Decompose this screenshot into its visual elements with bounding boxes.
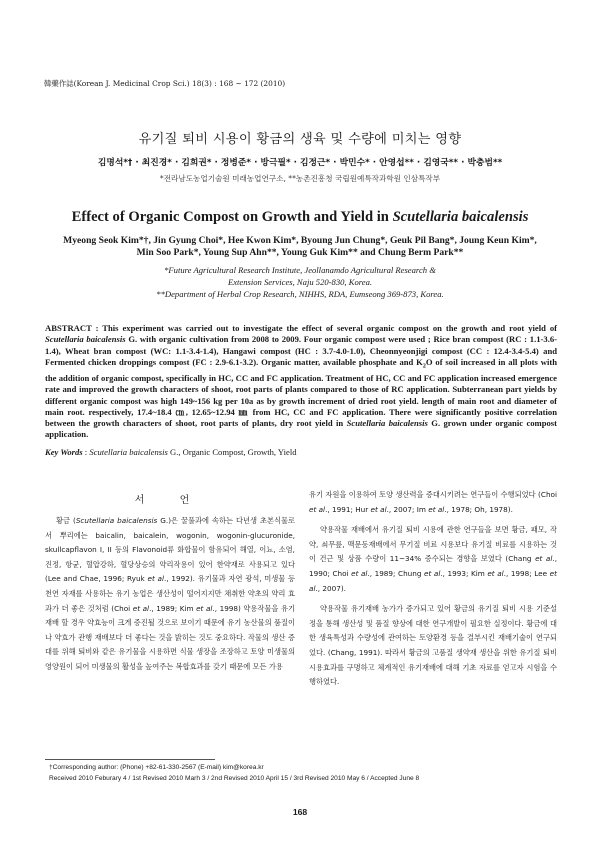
english-title-main: Effect of Organic Compost on Growth and Yield in xyxy=(71,209,393,225)
intro-text: ., 1990; Choi xyxy=(309,554,557,578)
intro-etal: et al xyxy=(428,504,445,514)
intro-text: ., 1992). 유기물과 자연 광석, 미생물 등 천연 자재를 사용하는 유기 농업은 생산성이 떨어지지만 채취한 약초의 약리 효과가 더 좋은 것처럼 (Choi xyxy=(45,574,296,613)
english-affiliation-line2: Extension Services, Naju 520-830, Korea. xyxy=(227,276,373,287)
abstract-species-1: Scutellaria baicalensis xyxy=(45,334,126,345)
abstract-text-2: G. with organic cultivation from 2008 to 2009. Four organic compost were used ; Rice bran compost (RC : 1.1-3.6-1.4), Wheat bran compost (WC: 1.1-3.4-1.4), Hangawi compost (HC : 3.7-4.0-1.0), Cheonnyeonjigi compost (CC : 12.4-3.4-5.4) and Fermented chicken droppings compost (FC : 2.9-6.1-3.2). Organic matter, available phosphate and K xyxy=(45,334,557,367)
section-heading-introduction: 서 언 xyxy=(134,495,206,506)
intro-text: 약용작물 재배에서 유기질 퇴비 시용에 관한 연구들을 보면 황금, 패모, 작약, 쇠무릎, 맥문동재배에서 무기질 비료 시용보다 유기질 비료를 시용하는 것이 건근 및 상품 수량이 11~34% 증수되는 경향을 보였다 (Chang xyxy=(309,525,557,564)
intro-text: ., 1991; Hur xyxy=(325,504,371,514)
english-affiliation-line1: *Future Agricultural Research Institute, Jeollanamdo Agricultural Research & xyxy=(164,265,436,275)
intro-text: ., 1998; Lee xyxy=(503,568,550,578)
abstract-text-1: This experiment was carried out to investigate the effect of several organic compost on the growth and root yield of xyxy=(102,323,558,333)
intro-etal: et al xyxy=(535,554,553,564)
intro-etal: et al xyxy=(309,568,557,593)
footnote xyxy=(45,763,565,784)
corresponding-author: †Corresponding author: (Phone) +82-61-330-2567 (E-mail) kim@korea.kr xyxy=(49,764,264,771)
intro-text: ., 1993; Kim xyxy=(440,568,488,578)
english-title-species: Scutellaria baicalensis xyxy=(392,209,529,225)
intro-etal: et al xyxy=(147,574,165,584)
intro-text: ., 1989; Chung xyxy=(367,568,425,578)
abstract-label: ABSTRACT : xyxy=(45,323,103,333)
english-affiliation-line3: **Department of Herbal Crop Research, NIHHS, RDA, Eumseong 369-873, Korea. xyxy=(156,288,444,299)
intro-etal: et al xyxy=(132,603,150,613)
intro-text: 황금 ( xyxy=(56,516,76,525)
footnote-divider xyxy=(45,759,215,760)
intro-etal: et al xyxy=(351,568,368,578)
korean-title: 유기질 퇴비 시용이 황금의 생육 및 수량에 미치는 영향 xyxy=(138,132,462,147)
intro-text: ., 1989; Kim xyxy=(149,603,197,613)
page-number: 168 xyxy=(292,807,308,817)
abstract-text-3: O of soil increased in all plots with the addition of organic compost, specifically in HC, CC and FC application. Treatment of HC, CC and FC application increased emergence rate and improved the growth characters of shoot, root parts of plants compared to those of RC application. Subterranean part yields by different organic compost was high 149~156 kg per 10a as by growth increment of dried root yield. length of main root and diameter of main root. respectively, 17.4~18.4 ㎝, 12.65~12.94 ㎜ from HC, CC and FC application. There were significantly positive correlation between the growth characters of shoot, root parts of plants, dry root yield in xyxy=(45,356,557,429)
intro-paragraph-3: 약용작물 유기재배 농가가 증가되고 있어 황금의 유기질 퇴비 시용 기준설정을 통해 생산성 및 품질 향상에 대한 연구개발이 필요한 실정이다. 황금에 대한 생육특성과 수량성에 관여하는 토양환경 등을 결부시킨 재배기술이 연구되었다. (Chang, 1991). 따라서 황금의 고품질 생약재 생산을 위한 유기질 퇴비 시용효과를 구명하고 체계적인 유기재배에 대해 기초 자료를 얻고자 시험을 수행하였다. xyxy=(309,604,557,687)
intro-text: ., 2007; Im xyxy=(386,504,429,514)
intro-paragraph-1 xyxy=(45,514,295,675)
intro-paragraph-2 xyxy=(309,523,557,596)
keywords-species: Scutellaria baicalensis xyxy=(89,447,168,457)
intro-etal: et al xyxy=(487,568,504,578)
body-left-column xyxy=(45,514,295,675)
intro-text: 유기 자원을 이용하여 토양 생산력을 증대시키려는 연구들이 수행되었다 (Choi xyxy=(309,490,557,499)
english-title xyxy=(0,209,600,226)
intro-etal: et al xyxy=(309,504,326,514)
intro-etal: et al xyxy=(196,603,213,613)
keywords-separator: : xyxy=(82,447,90,457)
keywords xyxy=(45,447,557,458)
abstract: ABSTRACT : This experiment was carried out to investigate the effect of several organic compost on the growth and root yield of Scutellaria baicalensis G. with organic cultivation from 2008 to 2009. Four organic compost were used ; Rice bran compost (RC : 1.1-3.6-1.4), Wheat bran compost (WC: 1.1-3.4-1.4), Hangawi compost (HC : 3.7-4.0-1.0), Cheonnyeonjigi compost (CC : 12.4-3.4-5.4) and Fermented chicken droppings compost (FC : 2.9-6.1-3.2). Organic matter, available phosphate and $K_2O$ of soil increased in all plots with the addition of organic compost, specifically in HC, CC and FC application. Treatment of HC, CC and FC application increased emergence rate and improved the growth characters of shoot, root parts of plants compared to those of RC application. Subterranean part yields by different organic compost was high 149~156 kg per 10a as by growth increment of dried root yield. length of main root and diameter of main root. respectively, 17.4~18.4 ㎝, 12.65~12.94 ㎜ from HC, CC and FC application. There were significantly positive correlation between the growth characters of shoot, root parts of plants, dry root yield in Scutellaria baicalensis G. grown under organic compost application. xyxy=(45,323,558,440)
intro-paragraph-1-cont xyxy=(309,488,557,517)
keywords-label: Key Words xyxy=(45,447,83,457)
english-affiliation xyxy=(50,265,550,300)
keywords-list: G., Organic Compost, Growth, Yield xyxy=(167,447,297,457)
intro-text: G.)은 꿀풀과에 속하는 다년생 초본식물로서 뿌리에는 baicalin, baicalein, wogonin, wogonin-glucuronide, skullcapflavon I, II 등의 Flavonoid류 화합물이 함유되어 해열, 이뇨, 소염, 진정, 항균, 혈압강하, 혈당상승의 약리작용이 있어 한약재로 사용되고 있다 (Lee and Chae, 1996; Ryuk xyxy=(45,516,295,584)
journal-citation: 韓藥作誌(Korean J. Medicinal Crop Sci.) 18(3) : 168 ~ 172 (2010) xyxy=(44,79,286,88)
abstract-text-4: G. grown under organic compost application. xyxy=(45,418,557,440)
english-authors-line1: Myeong Seok Kim*†, Jin Gyung Choi*, Hee Kwon Kim*, Byoung Jun Chung*, Geuk Pil Bang*, Joung Keun Kim*, xyxy=(63,235,537,246)
intro-text: ., 2007). xyxy=(315,583,346,593)
korean-authors: 김명석*† · 최진경* · 김희권* · 정병준* · 방극필* · 김정근* · 박민수* · 안영섭** · 김영국** · 박충범** xyxy=(97,158,503,168)
english-authors xyxy=(50,235,550,260)
intro-species: Scutellaria baicalensis xyxy=(75,516,158,525)
korean-affiliation: *전라남도농업기술원 미래농업연구소, **농촌진흥청 국립원예특작과학원 인삼특작부 xyxy=(159,174,441,183)
english-authors-line2: Min Soo Park*, Young Sup Ahn**, Young Guk Kim** and Chung Berm Park** xyxy=(136,247,464,259)
intro-etal: et al xyxy=(424,568,441,578)
intro-text: ., 1978; Oh, 1978). xyxy=(444,504,513,514)
body-right-column xyxy=(309,488,557,690)
abstract-species-2: Scutellaria baicalensis xyxy=(346,418,428,429)
intro-text: ., 1998) 약용작물을 유기 재배 할 경우 약효능이 크게 증진될 것으로 보이기 때문에 유기 농산물의 품질이나 약효가 관행 재배보다 더 좋다는 것을 밝히는 것도 중요하다. 작물의 생산 증대를 위해 퇴비와 같은 유기물을 시용하면 식물 생장을 조장하고 토양 미생물의 영양원이 되어 미생물의 활성을 높여주는 복합효과를 갖기 때문에 모든 가용 xyxy=(45,603,296,671)
received-dates: Received 2010 Feburary 4 / 1st Revised 2010 Marh 3 / 2nd Revised 2010 April 15 / 3rd Revised 2010 May 6 / Accepted June 8 xyxy=(49,774,420,782)
intro-etal: et al xyxy=(370,504,387,514)
